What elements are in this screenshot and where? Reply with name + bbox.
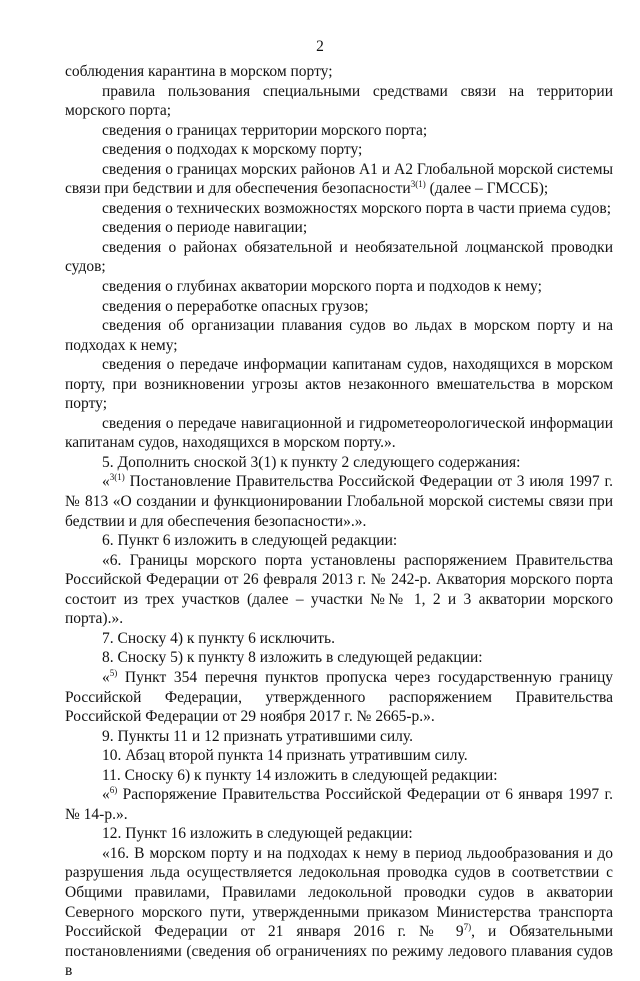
paragraph: «16. В морском порту и на подходах к нему в период льдообразования и до разрушения льда осуществляется ледокольная проводка судов в соответствии с Общими правилами, Правилами ледокольной проводки судов в акватории Северного морского пути, утвержденными приказом Министерства транспорта Российской Федерации от 21 января 2016 г. № 9$^{7)}$, и Обязательными постановлениями (сведения об ограничениях по режиму ледового плавания судов в [65,844,613,980]
paragraph: 11. Сноску 6) к пункту 14 изложить в следующей редакции: [102,766,498,784]
paragraph: 12. Пункт 16 изложить в следующей редакции: [102,825,413,843]
paragraph: 10. Абзац второй пункта 14 признать утратившим силу. [102,747,468,765]
paragraph: «$^{5)}$ Пункт 354 перечня пунктов пропуска через государственную границу Российской Федерации, утвержденного распоряжением Правительства Российской Федерации от 29 ноября 2017 г. № 2665-р.». [65,667,613,726]
paragraph: сведения о границах территории морского порта; [102,121,428,139]
footnote-marker: 5) [109,667,118,678]
footnote-marker: 3(1) [109,472,125,483]
paragraph: сведения о периоде навигации; [102,219,308,237]
footnote-marker: 7) [463,922,472,933]
paragraph: 5. Дополнить сноской 3(1) к пункту 2 следующего содержания: [102,453,521,471]
paragraph: сведения о переработке опасных грузов; [102,297,369,315]
paragraph: 9. Пункты 11 и 12 признать утратившими силу. [102,727,413,745]
paragraph: 6. Пункт 6 изложить в следующей редакции: [102,532,398,550]
paragraph: «$^{6)}$ Распоряжение Правительства Российской Федерации от 6 января 1997 г. № 14-р.». [65,785,613,823]
paragraph: сведения об организации плавания судов во льдах в морском порту и на подходах к нему; [65,317,613,354]
paragraph: сведения о районах обязательной и необязательной лоцманской проводки судов; [65,238,613,276]
paragraph: сведения о подходах к морскому порту; [102,141,363,159]
page-number: 2 [316,38,324,55]
footnote-marker: 6) [109,785,118,796]
paragraph: 8. Сноску 5) к пункту 8 изложить в следующей редакции: [102,649,483,667]
paragraph: правила пользования специальными средствами связи на территории морского порта; [65,82,613,120]
document-body [65,62,613,981]
paragraph: сведения о передаче информации капитанам судов, находящихся в морском порту, при возникновении угрозы актов незаконного вмешательства в морском порту; [65,356,613,413]
paragraph: сведения о глубинах акватории морского порта и подходов к нему; [102,278,542,296]
paragraph: «$^{3(1)}$ Постановление Правительства Российской Федерации от 3 июля 1997 г. № 813 «О создании и функционировании Глобальной морской системы связи при бедствии и для обеспечения безопасности».». [65,472,613,530]
paragraph: сведения о технических возможностях морского порта в части приема судов; [102,199,611,217]
paragraph: «6. Границы морского порта установлены распоряжением Правительства Российской Федерации от 26 февраля 2013 г. № 242-р. Акватория морского порта состоит из трех участков (далее – участки №№ 1, 2 и 3 акватории морского порта).». [65,551,613,628]
footnote-marker: 3(1) [410,179,426,190]
paragraph: 7. Сноску 4) к пункту 6 исключить. [102,629,335,647]
paragraph: сведения о передаче навигационной и гидрометеорологической информации капитанам судов, находящихся в морском порту.». [65,414,613,452]
paragraph: сведения о границах морских районов А1 и А2 Глобальной морской системы связи при бедствии и для обеспечения безопасности$^{3(1)}$ (далее – ГМССБ); [65,160,613,198]
paragraph: соблюдения карантина в морском порту; [65,63,333,80]
